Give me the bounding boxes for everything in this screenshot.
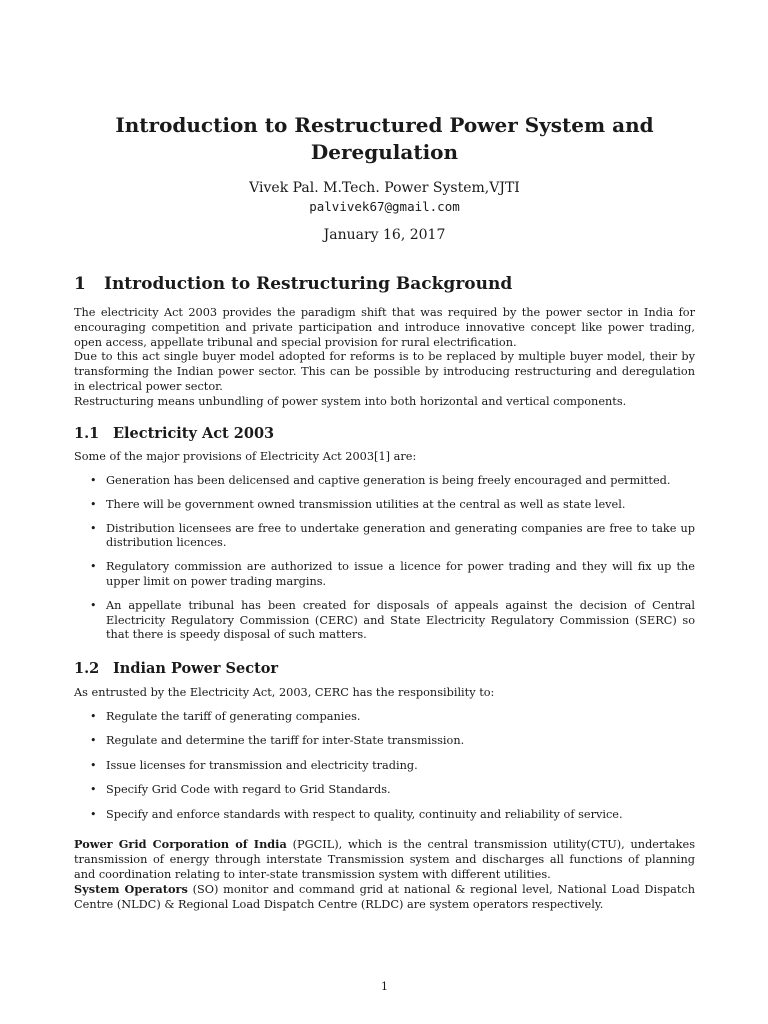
list-item: • Issue licenses for transmission and electricity trading. [90,758,418,772]
bullet-icon: • [90,783,97,797]
list-item: • Specify Grid Code with regard to Grid Standards. [90,783,391,797]
bullet-icon: • [90,598,97,612]
section-1-body [74,306,695,410]
paper-title: Introduction to Restructured Power System and Deregulation [115,113,654,164]
bullet-icon: • [90,734,97,748]
section-title: Introduction to Restructuring Background [104,274,513,294]
bullet-icon: • [90,497,97,511]
bullet-icon: • [90,521,97,535]
bullet-icon: • [90,560,97,574]
paragraph: Due to this act single buyer model adopted for reforms is to be replaced by multiple buyer model, their by transforming the Indian power sector. This can be possible by introducing restructuring and deregulation in electrical power sector. [74,350,695,393]
cerc-responsibilities-list [74,710,695,822]
section-number: 1 [74,274,86,294]
section-1-2-heading [74,660,278,677]
paper-date: January 16, 2017 [323,227,446,243]
bullet-icon: • [90,710,97,723]
list-item: • Specify and enforce standards with respect to quality, continuity and reliability of service. [90,807,623,821]
subsection-title: Electricity Act 2003 [113,425,275,442]
subsection-number: 1.2 [74,660,100,677]
list-item: • Generation has been delicensed and captive generation is being freely encouraged and permitted. [90,474,671,487]
pgcil-paragraph: Power Grid Corporation of India (PGCIL), which is the central transmission utility(CTU), undertakes transmission of energy through interstate Transmission system and discharges all functions of planning and coordination relating to inter-state transmission system with different utilities. System Operators (SO) monitor and command grid at national & regional level, National Load Dispatch Centre (NLDC) & Regional Load Dispatch Centre (RLDC) are system operators respectively. [74,837,696,912]
section-1-1-heading [74,425,274,442]
system-operators-term: System Operators [74,882,188,897]
provisions-list [74,474,695,643]
bullet-icon: • [90,758,97,772]
paragraph: Restructuring means unbundling of power system into both horizontal and vertical components. [74,394,627,408]
author-line: Vivek Pal. M.Tech. Power System,VJTI [249,180,520,196]
paragraph: The electricity Act 2003 provides the paradigm shift that was required by the power sector in India for encouraging competition and private participation and introduce innovative concept like power trading, open access, appellate tribunal and special provision for rural electrification. [74,306,695,349]
author-email: palvivek67@gmail.com [309,199,460,214]
subsection-title: Indian Power Sector [113,660,279,677]
list-item: • Regulate the tariff of generating companies. [90,710,361,723]
paragraph: Some of the major provisions of Electricity Act 2003[1] are: [74,450,417,463]
list-item: • An appellate tribunal has been created for disposals of appeals against the decision of Central Electricity Regulatory Commission (CERC) and State Electricity Regulatory Commission (SERC) so that there is speedy disposal of such matters. [90,598,695,642]
list-item: • There will be government owned transmission utilities at the central as well as state level. [90,497,626,511]
section-1-heading [74,274,512,294]
list-item: • Regulatory commission are authorized to issue a licence for power trading and they will fix up the upper limit on power trading margins. [90,560,695,588]
bullet-icon: • [90,474,97,487]
system-operators-paragraph: System Operators (SO) monitor and command grid at national & regional level, National Load Dispatch Centre (NLDC) & Regional Load Dispatch Centre (RLDC) are system operators respectively. [74,882,696,912]
bullet-icon: • [90,807,97,821]
subsection-number: 1.1 [74,425,100,442]
paragraph: As entrusted by the Electricity Act, 2003, CERC has the responsibility to: [74,686,495,699]
list-item: • Regulate and determine the tariff for inter-State transmission. [90,734,465,748]
pgcil-term: Power Grid Corporation of India [74,837,287,851]
paper-page [74,0,695,1024]
list-item: • Distribution licensees are free to undertake generation and generating companies are free to take up distribution licences. [90,521,695,550]
page-number: 1 [381,980,388,993]
